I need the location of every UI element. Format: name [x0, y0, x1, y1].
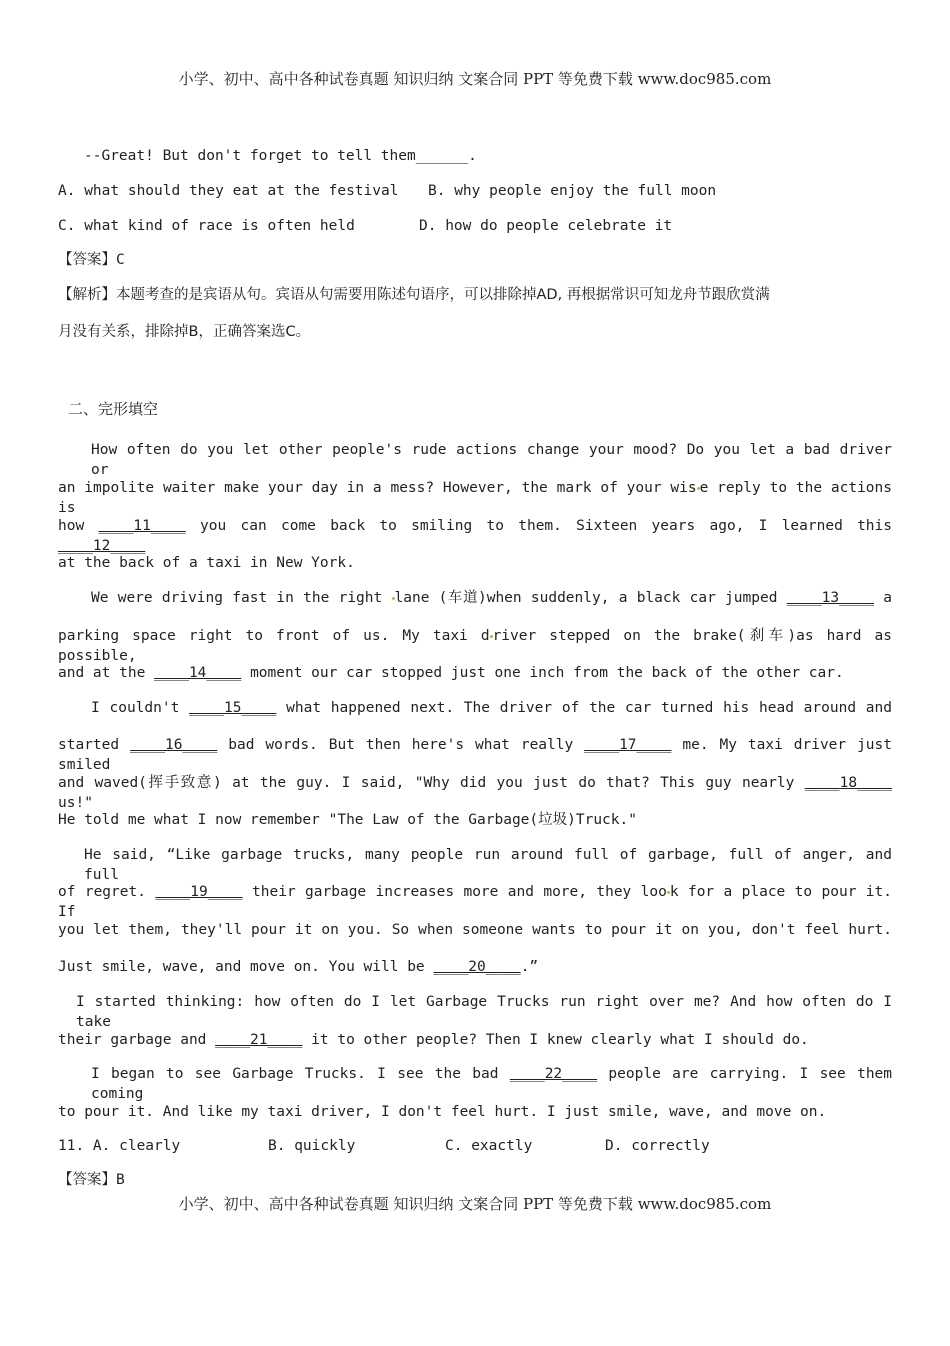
q11-answer-line: [58, 1170, 892, 1190]
blank-18[interactable]: ____18____: [804, 775, 892, 791]
blank-22[interactable]: ____22____: [509, 1066, 598, 1082]
option-c: C. what kind of race is often held: [58, 218, 355, 234]
page-header: 小学、初中、高中各种试卷真题 知识归纳 文案合同 PPT 等免费下载 www.doc985.com: [178, 70, 772, 88]
text-span: of regret.: [58, 884, 156, 900]
q11-option-c: C. exactly: [445, 1138, 533, 1154]
text-span: bad words. But then here's what really: [217, 737, 585, 753]
answer-label: 【答案】: [58, 1172, 116, 1188]
text-span: Just smile, wave, and move on. You will be: [58, 959, 434, 975]
q11-option-a: 11. A. clearly: [58, 1138, 181, 1154]
passage-line: [91, 1064, 892, 1104]
blank-20[interactable]: ____20____: [433, 959, 521, 975]
blank-11[interactable]: ____11____: [98, 518, 186, 534]
blank-21[interactable]: ____21____: [215, 1032, 303, 1048]
passage-line: [58, 882, 892, 922]
text-span: people are carrying. I see them coming: [91, 1066, 893, 1102]
text-span: parking space right to front of us. My taxi d: [58, 628, 490, 644]
text-span: you can come back to smiling to them. Sixteen years ago, I learned this: [185, 518, 892, 534]
passage-line: [58, 516, 892, 556]
text-span: I began to see Garbage Trucks. I see the bad: [91, 1066, 510, 1082]
answer-value: C: [116, 252, 125, 268]
text-span: their garbage and: [58, 1032, 216, 1048]
text-span: a: [874, 590, 893, 606]
passage-line: to pour it. And like my taxi driver, I don't feel hurt. I just smile, wave, and move on.: [58, 1104, 827, 1120]
analysis-line-2: 月没有关系，排除掉B，正确答案选C。: [58, 324, 311, 340]
passage-line: He told me what I now remember "The Law of the Garbage(垃圾)Truck.": [58, 812, 637, 828]
blank-19[interactable]: ____19____: [155, 884, 243, 900]
blank-13[interactable]: ____13____: [786, 590, 875, 606]
blank-15[interactable]: ____15____: [189, 700, 277, 716]
passage-line: [58, 626, 892, 666]
page-footer: 小学、初中、高中各种试卷真题 知识归纳 文案合同 PPT 等免费下载 www.doc985.com: [178, 1195, 772, 1213]
q11-option-d: D. correctly: [605, 1138, 710, 1154]
analysis-line-1: [58, 285, 892, 305]
blank-16[interactable]: ____16____: [130, 737, 218, 753]
text-span: their garbage increases more and more, they loo: [242, 884, 667, 900]
answer-label: 【答案】: [58, 252, 116, 268]
passage-line: [58, 1030, 892, 1050]
passage-line: [58, 478, 892, 518]
passage-line: [91, 698, 892, 718]
q11-option-b: B. quickly: [268, 1138, 356, 1154]
text-span: k for a place to pour it. If: [58, 884, 892, 920]
text-span: and waved(挥手致意) at the guy. I said, "Why did you just do that? This guy nearly: [58, 775, 805, 791]
text-span: us!": [58, 795, 93, 811]
text-span: We were driving fast in the right: [91, 590, 392, 606]
blank-14[interactable]: ____14____: [154, 665, 242, 681]
text-span: I couldn't: [91, 700, 190, 716]
passage-line: [58, 663, 892, 683]
text-span: what happened next. The driver of the car turned his head around and: [276, 700, 892, 716]
passage-line: [58, 773, 892, 813]
passage-line: I started thinking: how often do I let Garbage Trucks run right over me? And how often do I take: [76, 994, 892, 1030]
text-span: river stepped on the brake(刹车)as hard as possible,: [58, 628, 893, 664]
text-span: moment our car stopped just one inch from the back of the other car.: [241, 665, 844, 681]
passage-line: at the back of a taxi in New York.: [58, 555, 355, 571]
text-span: and at the: [58, 665, 155, 681]
text-span: started: [58, 737, 131, 753]
option-a: A. what should they eat at the festival: [58, 183, 399, 199]
passage-line: [58, 957, 892, 977]
question-stem: --Great! But don't forget to tell them______.: [84, 148, 477, 164]
section-title: 二、完形填空: [68, 400, 159, 418]
text-span: me. My taxi driver just smiled: [58, 737, 892, 773]
text-span: lane (车道)when suddenly, a black car jumped: [394, 590, 787, 606]
text-span: it to other people? Then I knew clearly what I should do.: [302, 1032, 809, 1048]
passage-line: [58, 735, 892, 775]
answer-value: B: [116, 1172, 125, 1188]
blank-17[interactable]: ____17____: [584, 737, 672, 753]
passage-line: you let them, they'll pour it on you. So when someone wants to pour it on you, don't feel hurt.: [58, 922, 892, 938]
text-span: .”: [520, 959, 539, 975]
passage-line: He said, “Like garbage trucks, many people run around full of garbage, full of anger, and full: [84, 847, 892, 883]
answer-line: [58, 250, 892, 270]
text-span: an impolite waiter make your day in a mess? However, the mark of your wis: [58, 480, 697, 496]
text-span: e reply to the actions is: [58, 480, 892, 516]
passage-line: [91, 588, 892, 608]
option-b: B. why people enjoy the full moon: [428, 183, 717, 199]
text-span: how: [58, 518, 99, 534]
blank-12[interactable]: ____12____: [58, 538, 146, 554]
analysis-text-1: 本题考查的是宾语从句。宾语从句需要用陈述句语序，可以排除掉AD, 再根据常识可知龙舟节跟欣赏满: [116, 287, 770, 303]
option-d: D. how do people celebrate it: [419, 218, 673, 234]
analysis-label: 【解析】: [58, 287, 116, 303]
passage-line: How often do you let other people's rude actions change your mood? Do you let a bad driver or: [91, 442, 892, 478]
